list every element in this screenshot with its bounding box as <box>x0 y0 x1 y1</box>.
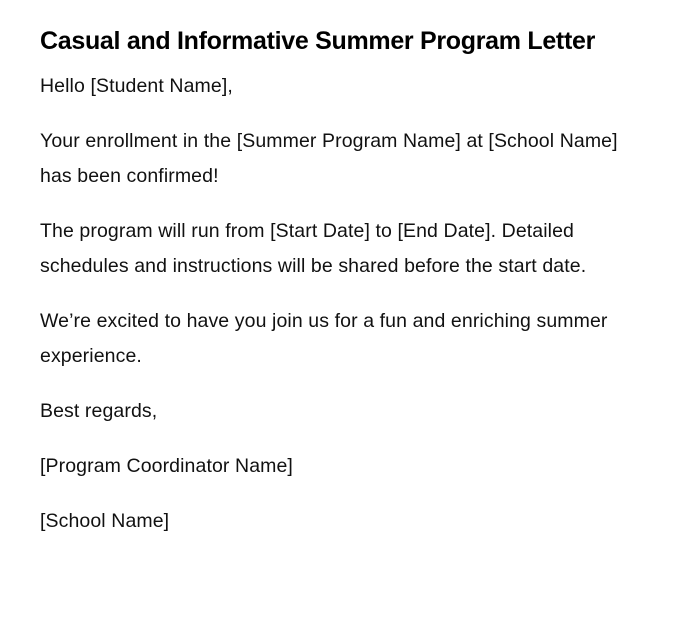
letter-paragraph-dates: The program will run from [Start Date] to [End Date]. Detailed schedules and instructions will be shared before the start date. <box>40 220 587 277</box>
letter-greeting: Hello [Student Name], <box>40 75 233 97</box>
letter-paragraph-excited: We’re excited to have you join us for a fun and enriching summer experience. <box>40 310 608 367</box>
signature-name: [Program Coordinator Name] <box>40 455 293 477</box>
signature-school: [School Name] <box>40 510 170 532</box>
letter-title: Casual and Informative Summer Program Letter <box>40 27 596 55</box>
letter-document <box>40 24 640 559</box>
letter-closing: Best regards, <box>40 400 158 422</box>
letter-paragraph-enrollment: Your enrollment in the [Summer Program Name] at [School Name] has been confirmed! <box>40 130 618 187</box>
